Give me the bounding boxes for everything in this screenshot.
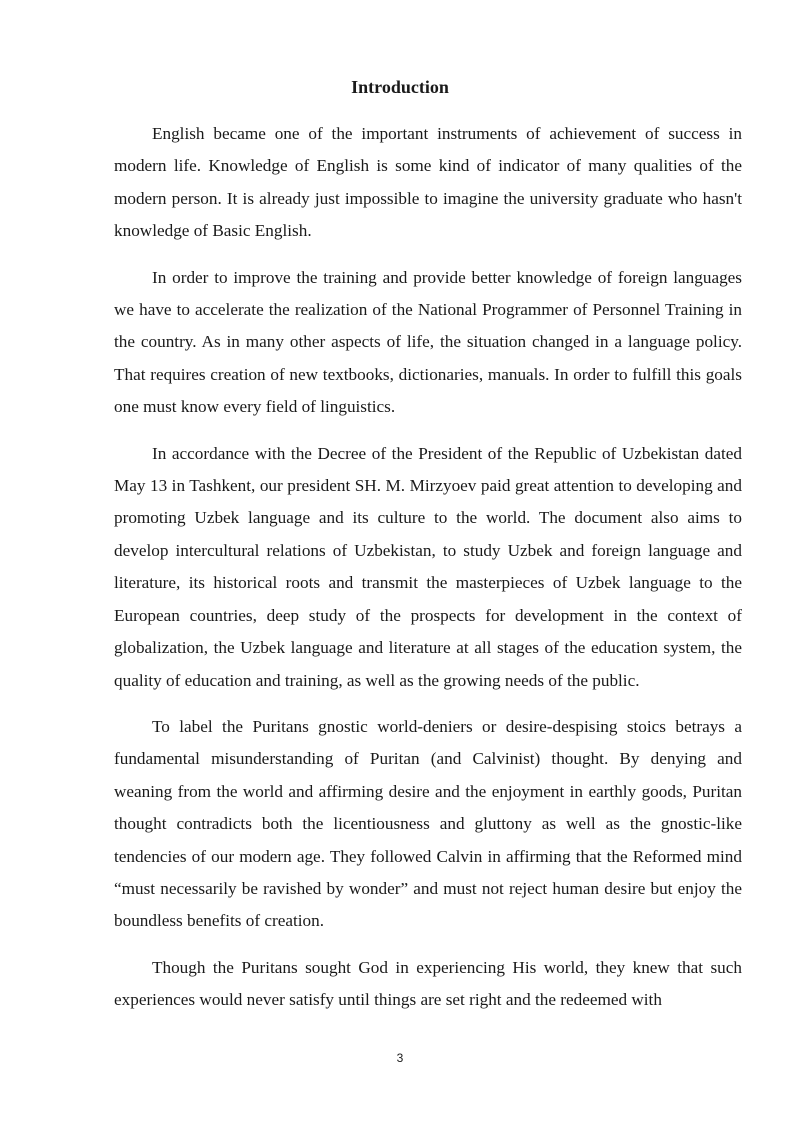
body-text: [114, 118, 742, 1031]
page-number: 3: [396, 1051, 404, 1065]
paragraph-1: English became one of the important instruments of achievement of success in modern life. Knowledge of English is some kind of indicator of many qualities of the modern person. It is already just impossible to imagine the university graduate who hasn't knowledge of Basic English.: [114, 124, 742, 241]
paragraph-4: To label the Puritans gnostic world-deniers or desire-despising stoics betrays a fundamental misunderstanding of Puritan (and Calvinist) thought. By denying and weaning from the world and affirming desire and the enjoyment in earthly goods, Puritan thought contradicts both the licentiousness and gluttony as well as the gnostic-like tendencies of our modern age. They followed Calvin in affirming that the Reformed mind “must necessarily be ravished by wonder” and must not reject human desire but enjoy the boundless benefits of creation.: [114, 716, 742, 931]
paragraph-5: Though the Puritans sought God in experiencing His world, they knew that such experiences would never satisfy until things are set right and the redeemed with: [114, 957, 742, 1010]
paragraph-3: In accordance with the Decree of the President of the Republic of Uzbekistan dated May 13 in Tashkent, our president SH. M. Mirzyoev paid great attention to developing and promoting Uzbek language and its culture to the world. The document also aims to develop intercultural relations of Uzbekistan, to study Uzbek and foreign language and literature, its historical roots and transmit the masterpieces of Uzbek language to the European countries, deep study of the prospects for development in the context of globalization, the Uzbek language and literature at all stages of the education system, the quality of education and training, as well as the growing needs of the public.: [114, 443, 742, 690]
paragraph-2: In order to improve the training and provide better knowledge of foreign languages we have to accelerate the realization of the National Programmer of Personnel Training in the country. As in many other aspects of life, the situation changed in a language policy. That requires creation of new textbooks, dictionaries, manuals. In order to fulfill this goals one must know every field of linguistics.: [114, 267, 742, 417]
page-title: Introduction: [351, 77, 449, 97]
